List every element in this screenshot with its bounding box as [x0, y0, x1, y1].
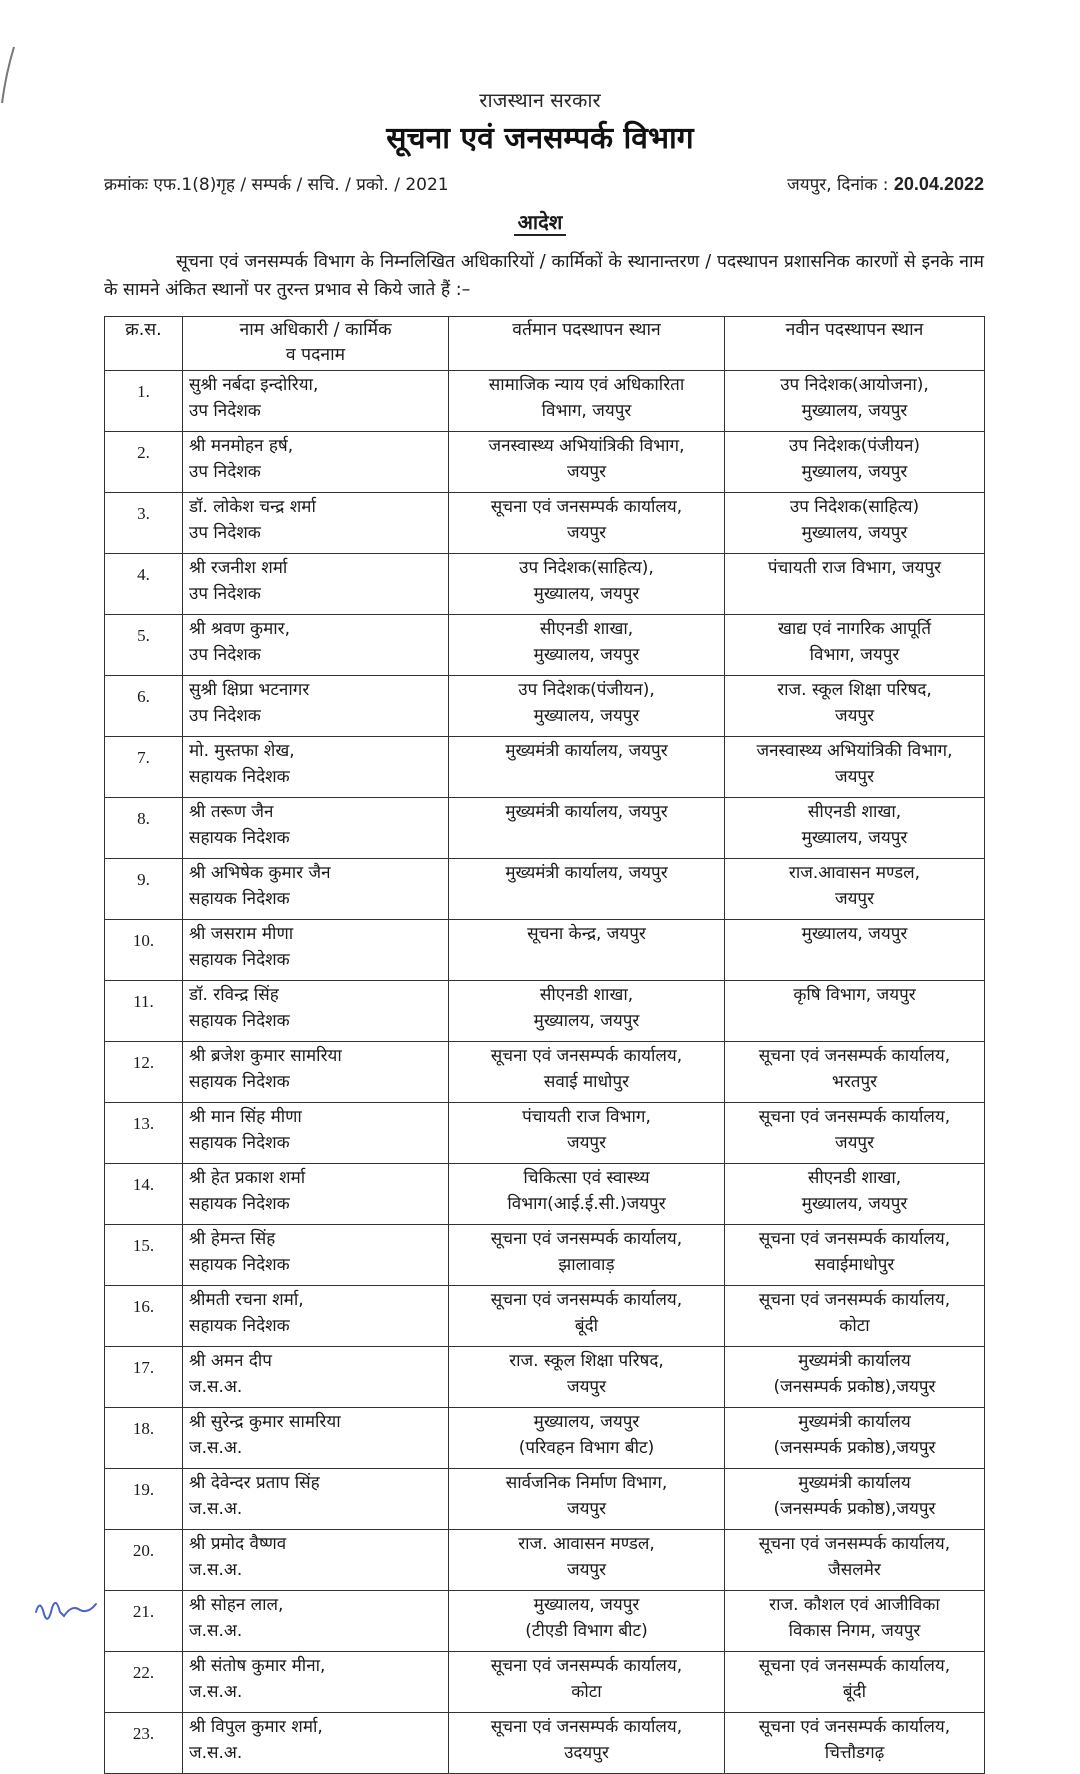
row-name-designation	[183, 1225, 449, 1286]
row-new-posting	[725, 1713, 985, 1774]
officer-name: श्री मनमोहन हर्ष,	[189, 436, 294, 456]
new-posting-line2: (जनसम्पर्क प्रकोष्ठ),जयपुर	[773, 1499, 936, 1519]
new-posting-line2: मुख्यालय, जयपुर	[801, 401, 908, 421]
row-current-posting	[449, 1042, 725, 1103]
new-posting-line2: मुख्यालय, जयपुर	[801, 828, 908, 848]
row-serial-number: 21.	[105, 1591, 183, 1652]
row-serial-number: 20.	[105, 1530, 183, 1591]
new-posting-line1: उप निदेशक(आयोजना),	[780, 375, 929, 395]
row-new-posting	[725, 615, 985, 676]
row-serial-number: 11.	[105, 981, 183, 1042]
officer-designation: उप निदेशक	[189, 706, 261, 726]
order-intro-paragraph: सूचना एवं जनसम्पर्क विभाग के निम्नलिखित अधिकारियों / कार्मिकों के स्थानान्तरण / पदस्थापन प्रशासनिक कारणों से इनके नाम के सामने अंकित स्थानों पर तुरन्त प्रभाव से किये जाते हैं :–	[104, 252, 984, 300]
table-row	[105, 1713, 985, 1774]
row-serial-number: 15.	[105, 1225, 183, 1286]
new-posting-line2: विकास निगम, जयपुर	[788, 1621, 921, 1641]
row-new-posting	[725, 798, 985, 859]
officer-designation: सहायक निदेशक	[189, 767, 290, 787]
row-new-posting	[725, 981, 985, 1042]
row-serial-number: 4.	[105, 554, 183, 615]
officer-name: श्री हेमन्त सिंह	[189, 1229, 276, 1249]
current-posting-line1: सीएनडी शाखा,	[539, 619, 634, 639]
officer-name: श्री रजनीश शर्मा	[189, 558, 288, 578]
new-posting-line2: मुख्यालय, जयपुर	[801, 462, 908, 482]
row-name-designation	[183, 737, 449, 798]
table-row	[105, 1652, 985, 1713]
table-row	[105, 371, 985, 432]
new-posting-line2: मुख्यालय, जयपुर	[801, 1194, 908, 1214]
row-current-posting	[449, 1225, 725, 1286]
current-posting-line2: जयपुर	[566, 1133, 607, 1153]
row-new-posting	[725, 1469, 985, 1530]
new-posting-line1: मुख्यमंत्री कार्यालय	[798, 1351, 911, 1371]
officer-name: श्री तरूण जैन	[189, 802, 274, 822]
new-posting-line2: जयपुर	[834, 889, 875, 909]
row-new-posting	[725, 1042, 985, 1103]
current-posting-line2: विभाग, जयपुर	[541, 401, 632, 421]
row-current-posting	[449, 432, 725, 493]
row-current-posting	[449, 798, 725, 859]
row-new-posting	[725, 1652, 985, 1713]
row-new-posting	[725, 676, 985, 737]
current-posting-line1: सूचना एवं जनसम्पर्क कार्यालय,	[490, 1656, 683, 1676]
officer-name: श्री हेत प्रकाश शर्मा	[189, 1168, 306, 1188]
row-new-posting	[725, 493, 985, 554]
row-serial-number: 14.	[105, 1164, 183, 1225]
row-new-posting	[725, 554, 985, 615]
row-serial-number: 18.	[105, 1408, 183, 1469]
row-name-designation	[183, 1164, 449, 1225]
officer-name: डॉ. रविन्द्र सिंह	[189, 985, 279, 1005]
current-posting-line2: (परिवहन विभाग बीट)	[518, 1438, 655, 1458]
row-name-designation	[183, 1530, 449, 1591]
row-name-designation	[183, 676, 449, 737]
new-posting-line2: जैसलमेर	[828, 1560, 881, 1580]
table-row	[105, 554, 985, 615]
row-serial-number: 5.	[105, 615, 183, 676]
table-row	[105, 432, 985, 493]
officer-designation: ज.स.अ.	[189, 1621, 243, 1641]
officer-name: श्रीमती रचना शर्मा,	[189, 1290, 304, 1310]
current-posting-line2: मुख्यालय, जयपुर	[533, 706, 640, 726]
new-posting-line2: जयपुर	[834, 1133, 875, 1153]
new-posting-line2: (जनसम्पर्क प्रकोष्ठ),जयपुर	[773, 1377, 936, 1397]
table-body	[105, 371, 985, 1774]
new-posting-line2: कोटा	[839, 1316, 870, 1336]
table-row	[105, 1469, 985, 1530]
order-reference: क्रमांकः एफ.1(8)गृह / सम्पर्क / सचि. / प्रको. / 2021	[104, 175, 449, 195]
officer-designation: सहायक निदेशक	[189, 1072, 290, 1092]
row-current-posting	[449, 615, 725, 676]
row-new-posting	[725, 859, 985, 920]
date-label: जयपुर, दिनांक :	[787, 175, 889, 195]
officer-designation: सहायक निदेशक	[189, 1255, 290, 1275]
current-posting-line1: राज. आवासन मण्डल,	[518, 1534, 655, 1554]
row-new-posting	[725, 1103, 985, 1164]
row-name-designation	[183, 432, 449, 493]
table-header-row	[105, 317, 985, 371]
current-posting-line1: सार्वजनिक निर्माण विभाग,	[505, 1473, 668, 1493]
row-current-posting	[449, 493, 725, 554]
row-current-posting	[449, 1347, 725, 1408]
current-posting-line2: जयपुर	[566, 1499, 607, 1519]
new-posting-line2: चित्तौडगढ़	[824, 1743, 885, 1763]
table-row	[105, 1530, 985, 1591]
officer-designation: सहायक निदेशक	[189, 1316, 290, 1336]
table-row	[105, 1164, 985, 1225]
current-posting-line2: विभाग(आई.ई.सी.)जयपुर	[507, 1194, 666, 1214]
officer-designation: उप निदेशक	[189, 645, 261, 665]
row-serial-number: 19.	[105, 1469, 183, 1530]
row-current-posting	[449, 1591, 725, 1652]
row-name-designation	[183, 1408, 449, 1469]
row-new-posting	[725, 371, 985, 432]
officer-designation: ज.स.अ.	[189, 1499, 243, 1519]
current-posting-line1: मुख्यमंत्री कार्यालय, जयपुर	[505, 863, 668, 883]
current-posting-line1: राज. स्कूल शिक्षा परिषद,	[509, 1351, 664, 1371]
new-posting-line1: राज. स्कूल शिक्षा परिषद,	[777, 680, 932, 700]
new-posting-line1: कृषि विभाग, जयपुर	[793, 985, 916, 1005]
header-name-line1: नाम अधिकारी / कार्मिक	[239, 320, 392, 340]
row-current-posting	[449, 859, 725, 920]
current-posting-line2: सवाई माधोपुर	[543, 1072, 630, 1092]
officer-designation: सहायक निदेशक	[189, 828, 290, 848]
row-serial-number: 8.	[105, 798, 183, 859]
current-posting-line2: मुख्यालय, जयपुर	[533, 645, 640, 665]
table-row	[105, 1591, 985, 1652]
row-name-designation	[183, 1652, 449, 1713]
current-posting-line1: सूचना एवं जनसम्पर्क कार्यालय,	[490, 1046, 683, 1066]
new-posting-line2: मुख्यालय, जयपुर	[801, 523, 908, 543]
row-serial-number: 10.	[105, 920, 183, 981]
row-name-designation	[183, 615, 449, 676]
new-posting-line1: राज. कौशल एवं आजीविका	[769, 1595, 940, 1615]
row-current-posting	[449, 1469, 725, 1530]
table-row	[105, 859, 985, 920]
current-posting-line2: जयपुर	[566, 462, 607, 482]
row-current-posting	[449, 1530, 725, 1591]
current-posting-line1: मुख्यमंत्री कार्यालय, जयपुर	[505, 802, 668, 822]
officer-name: श्री अभिषेक कुमार जैन	[189, 863, 331, 883]
new-posting-line1: सूचना एवं जनसम्पर्क कार्यालय,	[758, 1107, 951, 1127]
officer-name: श्री संतोष कुमार मीना,	[189, 1656, 326, 1676]
new-posting-line1: सूचना एवं जनसम्पर्क कार्यालय,	[758, 1717, 951, 1737]
row-serial-number: 9.	[105, 859, 183, 920]
officer-designation: ज.स.अ.	[189, 1743, 243, 1763]
row-new-posting	[725, 1286, 985, 1347]
row-serial-number: 23.	[105, 1713, 183, 1774]
table-row	[105, 676, 985, 737]
current-posting-line2: झालावाड़	[558, 1255, 615, 1275]
officer-name: श्री जसराम मीणा	[189, 924, 294, 944]
row-name-designation	[183, 1591, 449, 1652]
officer-designation: सहायक निदेशक	[189, 889, 290, 909]
new-posting-line1: सूचना एवं जनसम्पर्क कार्यालय,	[758, 1229, 951, 1249]
current-posting-line1: मुख्यालय, जयपुर	[533, 1412, 640, 1432]
row-current-posting	[449, 1103, 725, 1164]
current-posting-line2: मुख्यालय, जयपुर	[533, 584, 640, 604]
row-serial-number: 13.	[105, 1103, 183, 1164]
new-posting-line2: जयपुर	[834, 706, 875, 726]
department-heading: सूचना एवं जनसम्पर्क विभाग	[386, 121, 694, 156]
table-row	[105, 1225, 985, 1286]
new-posting-line1: जनस्वास्थ्य अभियांत्रिकी विभाग,	[756, 741, 953, 761]
officer-designation: सहायक निदेशक	[189, 1133, 290, 1153]
row-name-designation	[183, 1042, 449, 1103]
officer-designation: ज.स.अ.	[189, 1560, 243, 1580]
table-row	[105, 1042, 985, 1103]
row-name-designation	[183, 554, 449, 615]
officer-name: श्री सोहन लाल,	[189, 1595, 284, 1615]
handwritten-initials	[32, 1590, 102, 1630]
officer-name: श्री ब्रजेश कुमार सामरिया	[189, 1046, 342, 1066]
officer-designation: ज.स.अ.	[189, 1377, 243, 1397]
current-posting-line2: जयपुर	[566, 1560, 607, 1580]
officer-name: श्री देवेन्दर प्रताप सिंह	[189, 1473, 320, 1493]
row-current-posting	[449, 737, 725, 798]
order-title-text: आदेश	[514, 210, 567, 236]
row-current-posting	[449, 371, 725, 432]
table-row	[105, 493, 985, 554]
table-row	[105, 981, 985, 1042]
row-current-posting	[449, 920, 725, 981]
row-name-designation	[183, 1469, 449, 1530]
current-posting-line1: चिकित्सा एवं स्वास्थ्य	[523, 1168, 650, 1188]
table-row	[105, 798, 985, 859]
header-new-posting: नवीन पदस्थापन स्थान	[725, 317, 985, 371]
government-heading: राजस्थान सरकार	[479, 88, 601, 112]
row-new-posting	[725, 1225, 985, 1286]
new-posting-line1: सूचना एवं जनसम्पर्क कार्यालय,	[758, 1290, 951, 1310]
officer-name: श्री प्रमोद वैष्णव	[189, 1534, 287, 1554]
new-posting-line1: मुख्यालय, जयपुर	[801, 924, 908, 944]
new-posting-line1: पंचायती राज विभाग, जयपुर	[767, 558, 942, 578]
current-posting-line1: जनस्वास्थ्य अभियांत्रिकी विभाग,	[488, 436, 685, 456]
officer-name: श्री विपुल कुमार शर्मा,	[189, 1717, 323, 1737]
header-serial-number: क्र.स.	[105, 317, 183, 371]
row-name-designation	[183, 371, 449, 432]
row-name-designation	[183, 981, 449, 1042]
row-current-posting	[449, 554, 725, 615]
row-name-designation	[183, 493, 449, 554]
officer-name: श्री श्रवण कुमार,	[189, 619, 291, 639]
header-current-posting: वर्तमान पदस्थापन स्थान	[449, 317, 725, 371]
row-name-designation	[183, 920, 449, 981]
row-current-posting	[449, 676, 725, 737]
officer-name: सुश्री क्षिप्रा भटनागर	[189, 680, 310, 700]
officer-designation: सहायक निदेशक	[189, 1011, 290, 1031]
new-posting-line1: सीएनडी शाखा,	[807, 802, 902, 822]
officer-designation: उप निदेशक	[189, 523, 261, 543]
row-name-designation	[183, 1347, 449, 1408]
table-row	[105, 737, 985, 798]
row-name-designation	[183, 798, 449, 859]
current-posting-line1: सीएनडी शाखा,	[539, 985, 634, 1005]
row-new-posting	[725, 1591, 985, 1652]
current-posting-line1: मुख्यमंत्री कार्यालय, जयपुर	[505, 741, 668, 761]
table-row	[105, 1347, 985, 1408]
table-row	[105, 1286, 985, 1347]
row-current-posting	[449, 1713, 725, 1774]
new-posting-line2: भरतपुर	[831, 1072, 878, 1092]
current-posting-line1: सूचना एवं जनसम्पर्क कार्यालय,	[490, 1717, 683, 1737]
officer-name: डॉ. लोकेश चन्द्र शर्मा	[189, 497, 316, 517]
row-current-posting	[449, 1408, 725, 1469]
current-posting-line1: सूचना केन्द्र, जयपुर	[527, 924, 646, 944]
row-new-posting	[725, 1408, 985, 1469]
table-row	[105, 1103, 985, 1164]
order-date	[787, 172, 984, 195]
row-name-designation	[183, 1103, 449, 1164]
table-row	[105, 1408, 985, 1469]
row-new-posting	[725, 1530, 985, 1591]
officer-designation: ज.स.अ.	[189, 1438, 243, 1458]
officer-designation: उप निदेशक	[189, 584, 261, 604]
current-posting-line1: सूचना एवं जनसम्पर्क कार्यालय,	[490, 497, 683, 517]
officer-designation: उप निदेशक	[189, 462, 261, 482]
new-posting-line2: जयपुर	[834, 767, 875, 787]
current-posting-line1: सूचना एवं जनसम्पर्क कार्यालय,	[490, 1229, 683, 1249]
new-posting-line2: बूंदी	[842, 1682, 867, 1702]
row-serial-number: 6.	[105, 676, 183, 737]
row-new-posting	[725, 920, 985, 981]
officer-name: सुश्री नर्बदा इन्दोरिया,	[189, 375, 319, 395]
row-name-designation	[183, 1286, 449, 1347]
officer-designation: उप निदेशक	[189, 401, 261, 421]
current-posting-line1: सूचना एवं जनसम्पर्क कार्यालय,	[490, 1290, 683, 1310]
row-serial-number: 22.	[105, 1652, 183, 1713]
header-name-designation	[183, 317, 449, 371]
row-new-posting	[725, 1164, 985, 1225]
officer-name: श्री अमन दीप	[189, 1351, 272, 1371]
row-current-posting	[449, 981, 725, 1042]
new-posting-line1: सूचना एवं जनसम्पर्क कार्यालय,	[758, 1534, 951, 1554]
new-posting-line1: मुख्यमंत्री कार्यालय	[798, 1473, 911, 1493]
new-posting-line1: सूचना एवं जनसम्पर्क कार्यालय,	[758, 1046, 951, 1066]
row-serial-number: 7.	[105, 737, 183, 798]
new-posting-line2: सवाईमाधोपुर	[814, 1255, 895, 1275]
table-row	[105, 920, 985, 981]
current-posting-line2: (टीएडी विभाग बीट)	[525, 1621, 648, 1641]
new-posting-line2: विभाग, जयपुर	[809, 645, 900, 665]
row-name-designation	[183, 859, 449, 920]
current-posting-line2: जयपुर	[566, 523, 607, 543]
row-current-posting	[449, 1164, 725, 1225]
new-posting-line1: उप निदेशक(पंजीयन)	[788, 436, 921, 456]
row-new-posting	[725, 1347, 985, 1408]
current-posting-line2: कोटा	[571, 1682, 602, 1702]
row-serial-number: 16.	[105, 1286, 183, 1347]
row-new-posting	[725, 737, 985, 798]
row-name-designation	[183, 1713, 449, 1774]
officer-designation: सहायक निदेशक	[189, 950, 290, 970]
officer-designation: सहायक निदेशक	[189, 1194, 290, 1214]
current-posting-line1: सामाजिक न्याय एवं अधिकारिता	[488, 375, 685, 395]
new-posting-line1: राज.आवासन मण्डल,	[788, 863, 921, 883]
date-value: 20.04.2022	[893, 174, 984, 194]
current-posting-line1: मुख्यालय, जयपुर	[533, 1595, 640, 1615]
row-serial-number: 2.	[105, 432, 183, 493]
header-name-line2: व पदनाम	[285, 345, 346, 365]
current-posting-line2: जयपुर	[566, 1377, 607, 1397]
row-new-posting	[725, 432, 985, 493]
row-serial-number: 17.	[105, 1347, 183, 1408]
new-posting-line1: उप निदेशक(साहित्य)	[789, 497, 920, 517]
current-posting-line1: उप निदेशक(साहित्य),	[519, 558, 654, 578]
new-posting-line1: खाद्य एवं नागरिक आपूर्ति	[777, 619, 932, 639]
current-posting-line2: मुख्यालय, जयपुर	[533, 1011, 640, 1031]
row-serial-number: 1.	[105, 371, 183, 432]
current-posting-line1: उप निदेशक(पंजीयन),	[518, 680, 655, 700]
order-title	[0, 208, 1080, 235]
row-current-posting	[449, 1286, 725, 1347]
current-posting-line2: उदयपुर	[564, 1743, 609, 1763]
table-row	[105, 615, 985, 676]
current-posting-line2: बूंदी	[574, 1316, 599, 1336]
row-current-posting	[449, 1652, 725, 1713]
officer-name: श्री मान सिंह मीणा	[189, 1107, 302, 1127]
new-posting-line1: मुख्यमंत्री कार्यालय	[798, 1412, 911, 1432]
new-posting-line1: सूचना एवं जनसम्पर्क कार्यालय,	[758, 1656, 951, 1676]
row-serial-number: 3.	[105, 493, 183, 554]
row-serial-number: 12.	[105, 1042, 183, 1103]
current-posting-line1: पंचायती राज विभाग,	[522, 1107, 651, 1127]
officer-designation: ज.स.अ.	[189, 1682, 243, 1702]
new-posting-line2: (जनसम्पर्क प्रकोष्ठ),जयपुर	[773, 1438, 936, 1458]
officer-name: श्री सुरेन्द्र कुमार सामरिया	[189, 1412, 341, 1432]
transfer-table	[104, 316, 985, 1774]
new-posting-line1: सीएनडी शाखा,	[807, 1168, 902, 1188]
officer-name: मो. मुस्तफा शेख,	[189, 741, 295, 761]
